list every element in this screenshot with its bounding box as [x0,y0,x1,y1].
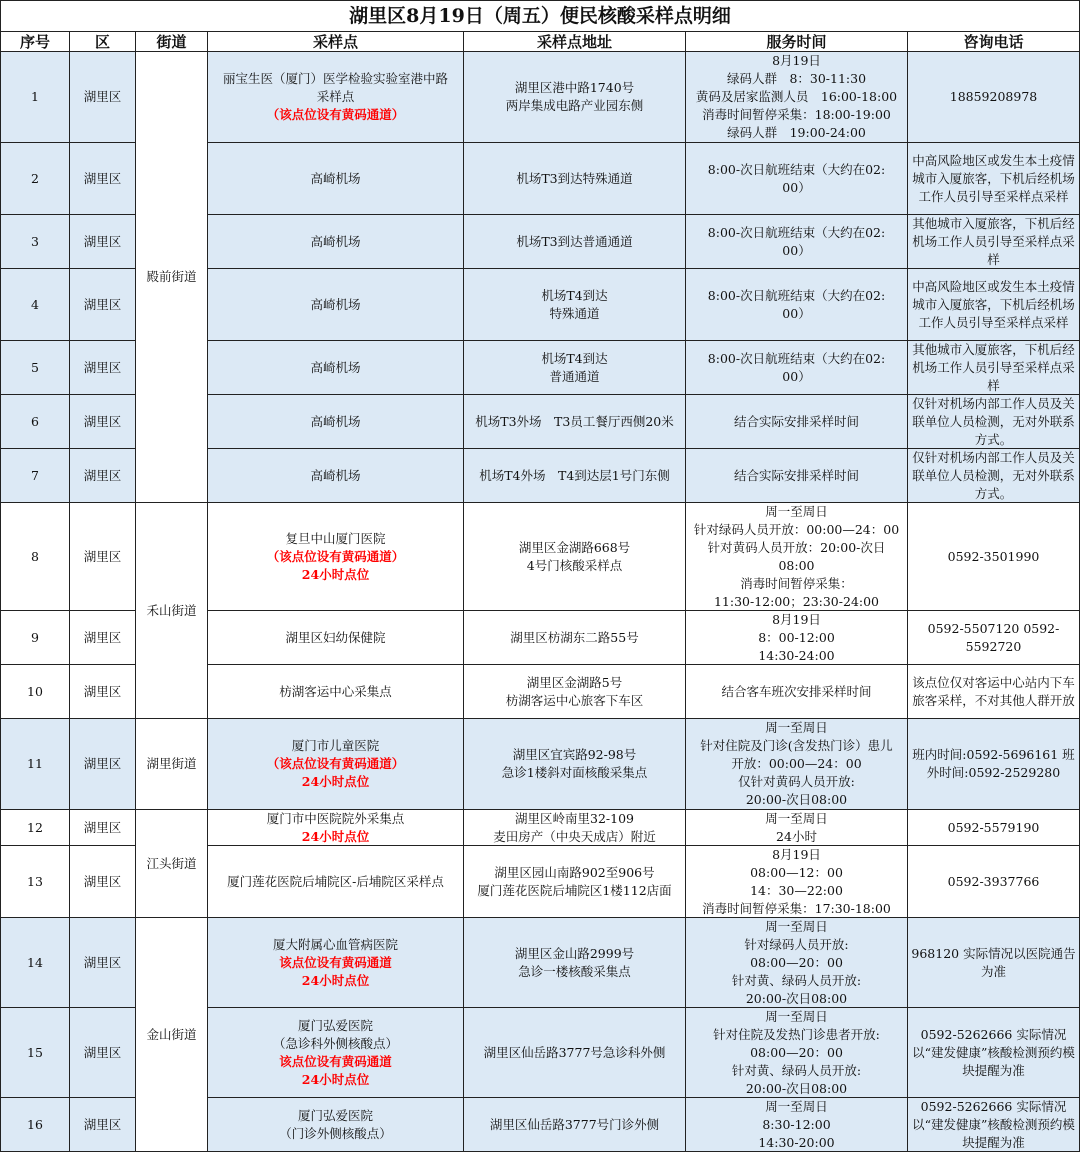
service-time-cell-line: 8:00-次日航班结束（大约在02: [707,161,886,177]
service-time-cell [686,395,908,449]
service-time-cell [686,215,908,269]
address-cell [464,449,686,503]
service-time-cell-line: 20:00-次日08:00 [745,792,848,807]
yellow-code-notice: 24小时点位 [301,774,370,789]
district-cell: 湖里区 [70,269,136,341]
district-cell: 湖里区 [70,503,136,611]
service-time-cell [686,1008,908,1098]
header-street: 街道 [136,32,208,52]
site-cell [208,1098,464,1152]
service-time-cell [686,143,908,215]
phone-text: 0592-3937766 [947,873,1040,889]
site-cell [208,1008,464,1098]
header-phone: 咨询电话 [908,32,1080,52]
yellow-code-notice: 24小时点位 [301,566,370,582]
site-name-line: 湖里区妇幼保健院 [285,629,386,645]
address-cell-line: 湖里区枋湖东二路55号 [510,629,639,645]
service-time-cell [686,269,908,341]
phone-cell [908,395,1080,449]
address-cell-line: 普通通道 [549,368,600,384]
address-cell [464,215,686,269]
service-time-cell-line: 8:00-次日航班结束（大约在02: [707,224,886,240]
phone-cell [908,341,1080,395]
service-time-cell-line: 针对黄码人员开放：20:00-次日 [707,539,886,555]
site-name-line: 枋湖客运中心采集点 [279,683,392,699]
address-cell [464,503,686,611]
service-time-cell-line: 8月19日 [772,846,821,862]
street-cell: 禾山街道 [136,503,208,719]
address-cell-line: 厦门莲花医院后埔院区1楼112店面 [477,882,672,898]
service-time-cell [686,341,908,395]
district-cell: 湖里区 [70,52,136,143]
service-time-cell-line: 00） [782,179,811,195]
service-time-cell-line: 8：00-12:00 [758,629,835,645]
row-number: 10 [0,665,70,719]
street-cell: 殿前街道 [136,52,208,503]
site-name-line: 厦门弘爱医院 [297,1107,373,1123]
phone-text: 968120 实际情况以医院通告为准 [911,945,1076,979]
service-time-cell-line: 00） [782,368,811,384]
site-name-line: 厦大附属心血管病医院 [272,936,398,952]
phone-text: 其他城市入厦旅客，下机后经机场工作人员引导至采样点采样 [912,215,1075,267]
yellow-code-notice: （该点位设有黄码通道） [266,548,405,564]
address-cell [464,143,686,215]
service-time-cell-line: 周一至周日 [765,810,828,826]
site-name-line: 丽宝生医（厦门）医学检验实验室港中路 [222,71,448,86]
phone-text: 中高风险地区或发生本土疫情城市入厦旅客，下机后经机场工作人员引导至采样点采样 [912,278,1075,330]
row-number: 3 [0,215,70,269]
street-cell: 金山街道 [136,918,208,1152]
site-name-line: 高崎机场 [310,359,361,375]
address-cell [464,918,686,1008]
header-time: 服务时间 [686,32,908,52]
site-name-line: 厦门莲花医院后埔院区-后埔院区采样点 [227,873,444,889]
phone-cell [908,1098,1080,1152]
site-name-line: 高崎机场 [310,413,361,429]
phone-text: 0592-5579190 [947,819,1040,835]
phone-text: 0592-3501990 [947,548,1040,564]
service-time-cell-line: 绿码人群 19:00-24:00 [727,125,866,140]
service-time-cell-line: 周一至周日 [765,720,828,735]
site-cell [208,143,464,215]
address-cell [464,269,686,341]
phone-text: 仅针对机场内部工作人员及关联单位人员检测，无对外联系方式。 [912,395,1075,447]
row-number: 14 [0,918,70,1008]
row-number: 16 [0,1098,70,1152]
service-time-cell-line: 08:00—12：00 [750,864,843,880]
site-cell [208,269,464,341]
service-time-cell-line: 针对绿码人员开放：00:00—24：00 [693,521,900,537]
phone-cell [908,215,1080,269]
service-time-cell-line: 11:30-12:00；23:30-24:00 [713,593,880,609]
service-time-cell [686,665,908,719]
site-cell [208,215,464,269]
address-cell-line: 急诊1楼斜对面核酸采集点 [501,765,648,780]
service-time-cell-line: 结合实际安排采样时间 [733,413,859,429]
service-time-cell [686,918,908,1008]
address-cell-line: 机场T4到达 [541,287,608,303]
site-cell [208,395,464,449]
service-time-cell-line: 绿码人群 8：30-11:30 [726,71,867,86]
header-no: 序号 [0,32,70,52]
address-cell-line: 湖里区仙岳路3777号门诊外侧 [489,1116,660,1132]
district-cell: 湖里区 [70,611,136,665]
address-cell-line: 两岸集成电路产业园东侧 [505,98,644,113]
district-cell: 湖里区 [70,395,136,449]
district-cell: 湖里区 [70,341,136,395]
service-time-cell [686,611,908,665]
site-cell [208,341,464,395]
site-cell [208,846,464,918]
address-cell-line: 湖里区园山南路902至906号 [494,864,655,880]
service-time-cell [686,719,908,810]
service-time-cell-line: 结合客车班次安排采样时间 [721,683,872,699]
site-name-line: （急诊科外侧核酸点） [272,1035,398,1051]
yellow-code-notice: 该点位设有黄码通道 [279,954,392,970]
site-cell [208,665,464,719]
site-cell [208,918,464,1008]
service-time-cell-line: 8月19日 [772,53,821,68]
row-number: 6 [0,395,70,449]
service-time-cell-line: 24小时 [776,828,817,844]
service-time-cell-line: 8月19日 [772,611,821,627]
site-name-line: 厦门市中医院院外采集点 [266,810,405,826]
phone-text: 其他城市入厦旅客，下机后经机场工作人员引导至采样点采样 [912,341,1075,393]
address-cell [464,810,686,846]
service-time-cell-line: 针对绿码人员开放: [744,936,849,952]
phone-cell [908,143,1080,215]
district-cell: 湖里区 [70,719,136,810]
phone-text: 0592-5262666 实际情况以“建发健康”核酸检测预约模块提醒为准 [912,1026,1075,1078]
site-name-line: 高崎机场 [310,467,361,483]
phone-cell [908,918,1080,1008]
phone-text: 0592-5262666 实际情况以“建发健康”核酸检测预约模块提醒为准 [912,1098,1075,1150]
address-cell [464,341,686,395]
phone-cell [908,611,1080,665]
service-time-cell-line: 消毒时间暂停采集：17:30-18:00 [702,900,891,916]
phone-text: 仅针对机场内部工作人员及关联单位人员检测，无对外联系方式。 [912,449,1075,501]
district-cell: 湖里区 [70,1008,136,1098]
address-cell-line: 机场T4到达 [541,350,608,366]
address-cell [464,395,686,449]
yellow-code-notice: 24小时点位 [301,828,370,844]
address-cell-line: 湖里区宜宾路92-98号 [512,747,637,762]
address-cell-line: 急诊一楼核酸采集点 [518,963,631,979]
street-cell: 湖里街道 [136,719,208,810]
address-cell-line: 湖里区金湖路668号 [518,539,631,555]
service-time-cell-line: 黄码及居家监测人员 16:00-18:00 [695,89,898,104]
service-time-cell [686,1098,908,1152]
address-cell-line: 4号门核酸采样点 [526,557,623,573]
address-cell-line: 机场T4外场 T4到达层1号门东侧 [479,467,670,483]
phone-cell [908,503,1080,611]
address-cell-line: 枋湖客运中心旅客下车区 [505,692,644,708]
service-time-cell-line: 周一至周日 [765,1008,828,1024]
address-cell-line: 湖里区金山路2999号 [514,945,635,961]
site-name-line: 厦门弘爱医院 [297,1017,373,1033]
site-name-line: 复旦中山厦门医院 [285,530,386,546]
service-time-cell-line: 仅针对黄码人员开放: [738,774,855,789]
address-cell [464,611,686,665]
row-number: 11 [0,719,70,810]
phone-text: 该点位仅对客运中心站内下车旅客采样，不对其他人群开放 [912,674,1075,708]
service-time-cell-line: 14：30—22:00 [750,882,843,898]
address-cell-line: 麦田房产（中央天成店）附近 [493,828,656,844]
address-cell [464,1008,686,1098]
phone-cell [908,846,1080,918]
header-address: 采样点地址 [464,32,686,52]
header-district: 区 [70,32,136,52]
district-cell: 湖里区 [70,143,136,215]
address-cell [464,719,686,810]
service-time-cell-line: 周一至周日 [765,503,828,519]
address-cell-line: 湖里区岭南里32-109 [515,810,634,826]
service-time-cell [686,810,908,846]
address-cell-line: 机场T3外场 T3员工餐厅西侧20米 [475,413,674,429]
service-time-cell-line: 结合实际安排采样时间 [733,467,859,483]
district-cell: 湖里区 [70,846,136,918]
yellow-code-notice: 24小时点位 [301,972,370,988]
site-name-line: 厦门市儿童医院 [291,738,380,753]
district-cell: 湖里区 [70,918,136,1008]
phone-text: 中高风险地区或发生本土疫情城市入厦旅客，下机后经机场工作人员引导至采样点采样 [912,152,1075,204]
site-cell [208,810,464,846]
row-number: 8 [0,503,70,611]
site-cell [208,449,464,503]
service-time-cell-line: 00） [782,242,811,258]
service-time-cell-line: 消毒时间暂停采集：18:00-19:00 [702,107,891,122]
service-time-cell-line: 针对住院及门诊(含发热门诊）患儿 [700,738,893,753]
street-cell: 江头街道 [136,810,208,918]
service-time-cell-line: 20:00-次日08:00 [745,990,848,1006]
phone-cell [908,810,1080,846]
service-time-cell-line: 周一至周日 [765,918,828,934]
address-cell [464,52,686,143]
service-time-cell [686,52,908,143]
district-cell: 湖里区 [70,449,136,503]
district-cell: 湖里区 [70,665,136,719]
address-cell-line: 机场T3到达普通通道 [516,233,633,249]
row-number: 9 [0,611,70,665]
row-number: 13 [0,846,70,918]
phone-text: 18859208978 [949,89,1038,104]
service-time-cell-line: 14:30-20:00 [758,1134,835,1150]
district-cell: 湖里区 [70,215,136,269]
phone-cell [908,449,1080,503]
phone-cell [908,269,1080,341]
service-time-cell-line: 针对住院及发热门诊患者开放: [713,1026,880,1042]
service-time-cell-line: 周一至周日 [765,1098,828,1114]
page-title: 湖里区8月19日（周五）便民核酸采样点明细 [0,0,1080,32]
service-time-cell-line: 00） [782,305,811,321]
service-time-cell-line: 08:00—20：00 [750,1044,843,1060]
service-time-cell-line: 14:30-24:00 [758,647,835,663]
phone-cell [908,1008,1080,1098]
service-time-cell [686,846,908,918]
service-time-cell-line: 开放：00:00—24：00 [731,756,862,771]
site-name-line: （门诊外侧核酸点） [279,1125,392,1141]
service-time-cell-line: 8:30-12:00 [762,1116,831,1132]
row-number: 2 [0,143,70,215]
phone-text: 0592-5507120 0592-5592720 [927,620,1060,654]
site-cell [208,503,464,611]
yellow-code-notice: 该点位设有黄码通道 [279,1053,392,1069]
site-name-line: 高崎机场 [310,233,361,249]
service-time-cell-line: 8:00-次日航班结束（大约在02: [707,287,886,303]
site-cell [208,719,464,810]
address-cell-line: 机场T3到达特殊通道 [516,170,633,186]
site-name-line: 高崎机场 [310,170,361,186]
service-time-cell-line: 08:00—20：00 [750,954,843,970]
service-time-cell [686,449,908,503]
site-name-line: 采样点 [316,89,355,104]
district-cell: 湖里区 [70,810,136,846]
phone-text: 班内时间:0592-5696161 班外时间:0592-2529280 [912,747,1075,780]
service-time-cell-line: 消毒时间暂停采集： [740,575,853,591]
row-number: 15 [0,1008,70,1098]
site-name-line: 高崎机场 [310,296,361,312]
address-cell [464,846,686,918]
yellow-code-notice: （该点位设有黄码通道） [266,756,405,771]
phone-cell [908,665,1080,719]
service-time-cell [686,503,908,611]
row-number: 4 [0,269,70,341]
row-number: 7 [0,449,70,503]
service-time-cell-line: 针对黄、绿码人员开放: [731,972,862,988]
row-number: 5 [0,341,70,395]
phone-cell [908,52,1080,143]
service-time-cell-line: 8:00-次日航班结束（大约在02: [707,350,886,366]
header-site: 采样点 [208,32,464,52]
site-cell [208,611,464,665]
address-cell [464,665,686,719]
address-cell-line: 湖里区仙岳路3777号急诊科外侧 [483,1044,666,1060]
district-cell: 湖里区 [70,1098,136,1152]
address-cell-line: 湖里区金湖路5号 [526,674,623,690]
address-cell-line: 特殊通道 [549,305,600,321]
service-time-cell-line: 08:00 [778,557,815,573]
site-cell [208,52,464,143]
yellow-code-notice: （该点位设有黄码通道） [266,107,405,122]
phone-cell [908,719,1080,810]
service-time-cell-line: 20:00-次日08:00 [745,1080,848,1096]
service-time-cell-line: 针对黄、绿码人员开放: [731,1062,862,1078]
row-number: 12 [0,810,70,846]
row-number: 1 [0,52,70,143]
yellow-code-notice: 24小时点位 [301,1071,370,1087]
address-cell-line: 湖里区港中路1740号 [514,80,635,95]
address-cell [464,1098,686,1152]
